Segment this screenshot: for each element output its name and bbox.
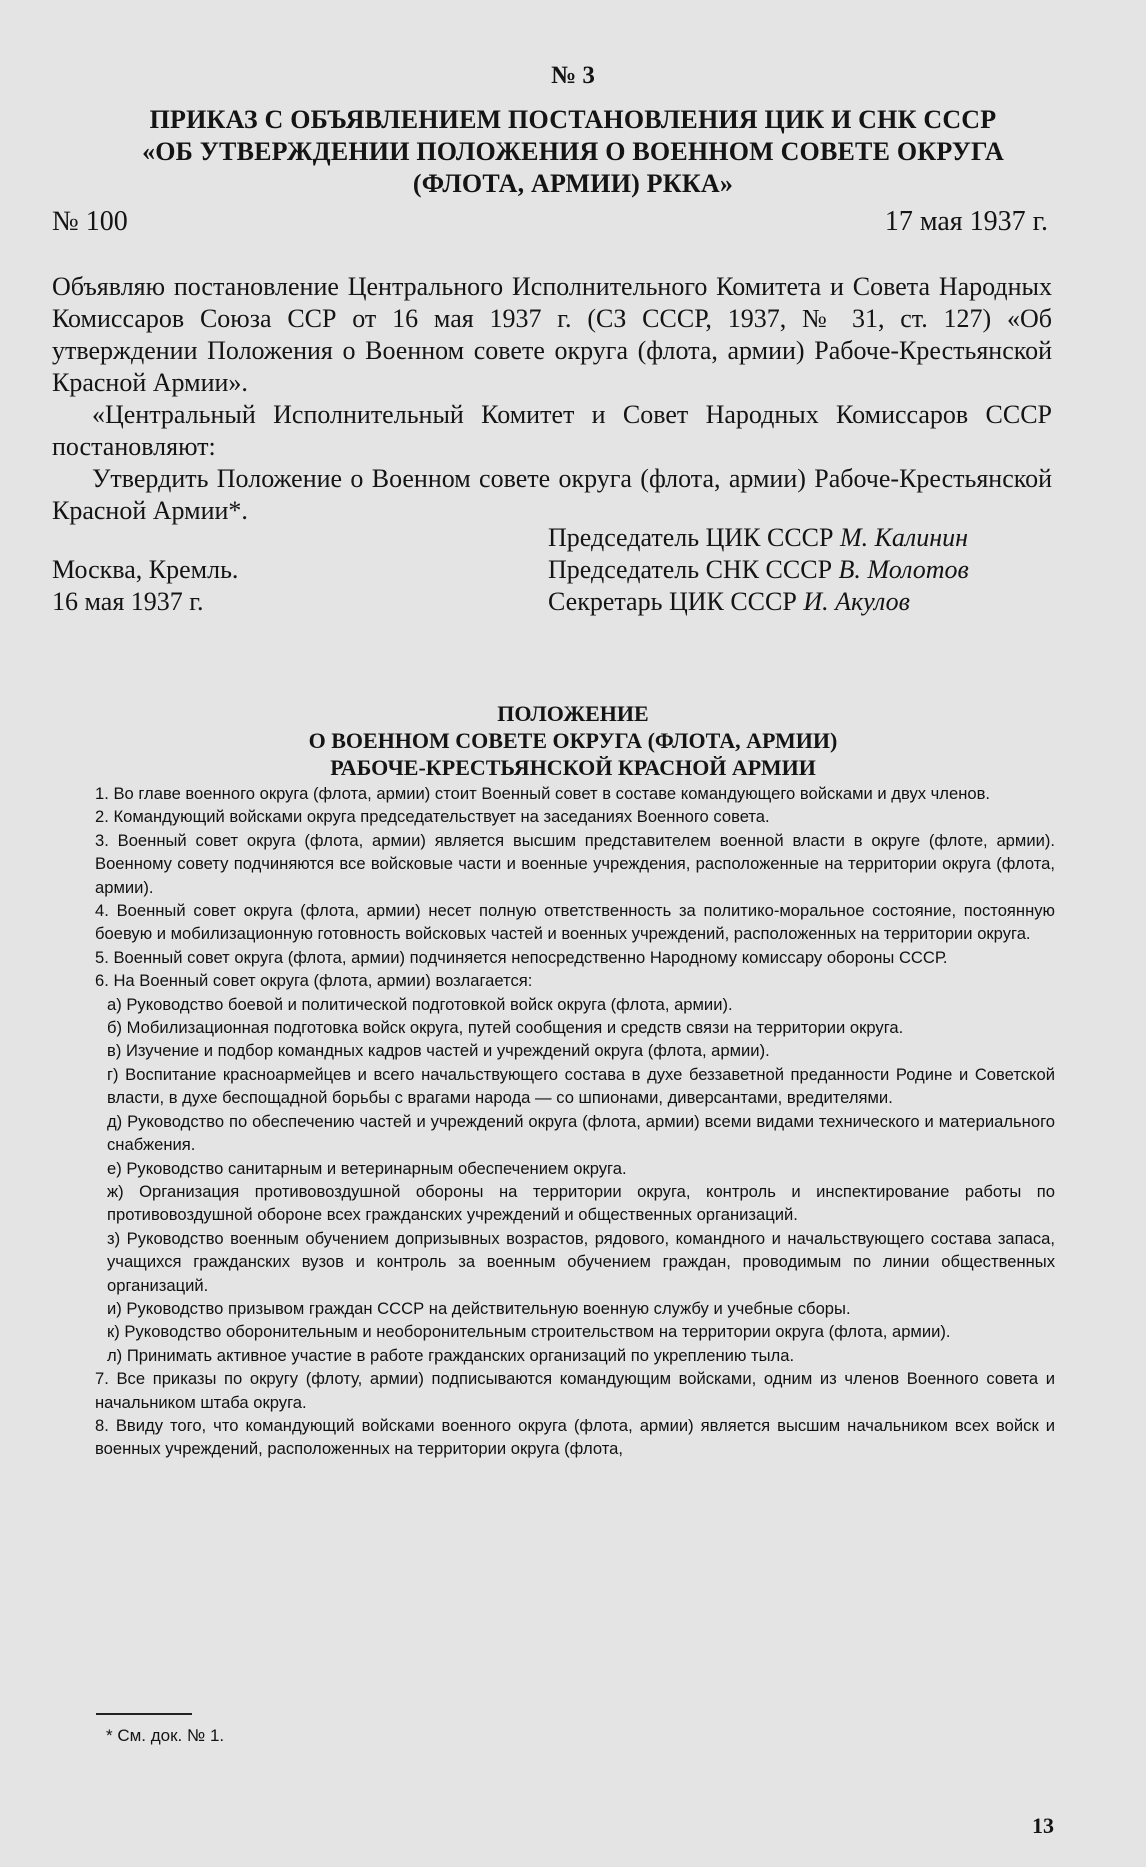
signature-name: М. Калинин	[839, 523, 969, 552]
section-title-line: ПОЛОЖЕНИЕ	[497, 701, 649, 726]
signatures	[548, 522, 969, 618]
place: Москва, Кремль.	[52, 555, 239, 584]
order-date: 17 мая 1937 г.	[884, 206, 1048, 237]
footnote: * См. док. № 1.	[106, 1726, 225, 1745]
provision-subitem: ж) Организация противовоздушной обороны на территории округа, контроль и инспектирование работы по противовоздушной обороне всех гражданских учреждений и общественных организаций.	[107, 1181, 1055, 1225]
place-and-date	[52, 554, 238, 618]
provision-item: 2. Командующий войсками округа председательствует на заседаниях Военного совета.	[95, 807, 770, 827]
title-line: «ОБ УТВЕРЖДЕНИИ ПОЛОЖЕНИЯ О ВОЕННОМ СОВЕТЕ ОКРУГА	[142, 137, 1004, 166]
signature-name: В. Молотов	[838, 555, 969, 584]
signature-line	[548, 586, 969, 618]
footnote-divider	[96, 1713, 192, 1715]
signature-role: Председатель ЦИК СССР	[548, 523, 834, 552]
provision-item: 1. Во главе военного округа (флота, армии) стоит Военный совет в составе командующего войсками и двух членов.	[95, 784, 991, 803]
title-line: ПРИКАЗ С ОБЪЯВЛЕНИЕМ ПОСТАНОВЛЕНИЯ ЦИК И СНК СССР	[149, 105, 997, 134]
page-number: 13	[1032, 1813, 1054, 1838]
document-number: № 3	[551, 62, 595, 89]
provision-subitem: к) Руководство оборонительным и необоронительным строительством на территории округа (флота, армии).	[107, 1322, 951, 1342]
provision-subitem: з) Руководство военным обучением допризывных возрастов, рядового, командного и начальствующего состава запаса, учащихся гражданских вузов и контроль за военным обучением граждан, проводимым по линии общественных организаций.	[107, 1228, 1055, 1295]
place-date: 16 мая 1937 г.	[52, 587, 204, 616]
signature-name: И. Акулов	[803, 587, 910, 616]
provision-subitem: в) Изучение и подбор командных кадров частей и учреждений округа (флота, армии).	[107, 1041, 770, 1061]
provision-subitem: д) Руководство по обеспечению частей и учреждений округа (флота, армии) всеми видами технического и материального снабжения.	[107, 1111, 1055, 1155]
section-title-line: РАБОЧЕ-КРЕСТЬЯНСКОЙ КРАСНОЙ АРМИИ	[330, 755, 816, 780]
provision-item: 5. Военный совет округа (флота, армии) подчиняется непосредственно Народному комиссару обороны СССР.	[95, 947, 948, 967]
intro-text	[52, 271, 1052, 527]
document-title	[0, 104, 1146, 200]
section-title	[0, 700, 1146, 781]
provision-item: 8. Ввиду того, что командующий войсками военного округа (флота, армии) является высшим начальником всех войск и военных учреждений, расположенных на территории округа (флота,	[95, 1415, 1055, 1459]
provision-subitem: а) Руководство боевой и политической подготовкой войск округа (флота, армии).	[107, 994, 733, 1014]
intro-paragraph: «Центральный Исполнительный Комитет и Совет Народных Комиссаров СССР постановляют:	[52, 400, 1052, 461]
provision-subitem: б) Мобилизационная подготовка войск округа, путей сообщения и средств связи на территории округа.	[107, 1018, 904, 1038]
provision-item: 3. Военный совет округа (флота, армии) является высшим представителем военной власти в округе (флоте, армии). Военному совету подчиняются все войсковые части и военные учреждения, расположенные на территории округа (флота, армии).	[95, 830, 1055, 897]
intro-paragraph: Объявляю постановление Центрального Исполнительного Комитета и Совета Народных Комиссаров Союза ССР от 16 мая 1937 г. (СЗ СССР, 1937, № 31, ст. 127) «Об утверждении Положения о Военном совете округа (флота, армии) Рабоче-Крестьянской Красной Армии».	[52, 272, 1052, 397]
provision-item: 7. Все приказы по округу (флоту, армии) подписываются командующим войсками, одним из членов Военного совета и начальником штаба округа.	[95, 1369, 1055, 1412]
order-number: № 100	[52, 206, 128, 237]
signature-role: Секретарь ЦИК СССР	[548, 587, 797, 616]
section-title-line: О ВОЕННОМ СОВЕТЕ ОКРУГА (ФЛОТА, АРМИИ)	[308, 728, 838, 753]
provisions-body	[95, 782, 1055, 1461]
provision-item: 4. Военный совет округа (флота, армии) несет полную ответственность за политико-моральное состояние, постоянную боевую и мобилизационную готовность войсковых частей и военных учреждений, расположенных на территории округа.	[95, 901, 1055, 944]
provision-subitem: г) Воспитание красноармейцев и всего начальствующего состава в духе беззаветной преданности Родине и Советской власти, в духе беспощадной борьбы с врагами народа — со шпионами, диверсантами, вредителями.	[107, 1064, 1055, 1108]
signature-line	[548, 554, 969, 586]
title-line: (ФЛОТА, АРМИИ) РККА»	[412, 169, 734, 198]
signature-line	[548, 522, 969, 554]
signature-role: Председатель СНК СССР	[548, 555, 833, 584]
intro-paragraph: Утвердить Положение о Военном совете округа (флота, армии) Рабоче-Крестьянской Красной Армии*.	[52, 464, 1052, 525]
provision-subitem: и) Руководство призывом граждан СССР на действительную военную службу и учебные сборы.	[107, 1298, 851, 1318]
provision-item: 6. На Военный совет округа (флота, армии) возлагается:	[95, 971, 533, 991]
provision-subitem: л) Принимать активное участие в работе гражданских организаций по укреплению тыла.	[107, 1345, 795, 1365]
provision-subitem: е) Руководство санитарным и ветеринарным обеспечением округа.	[107, 1158, 627, 1178]
